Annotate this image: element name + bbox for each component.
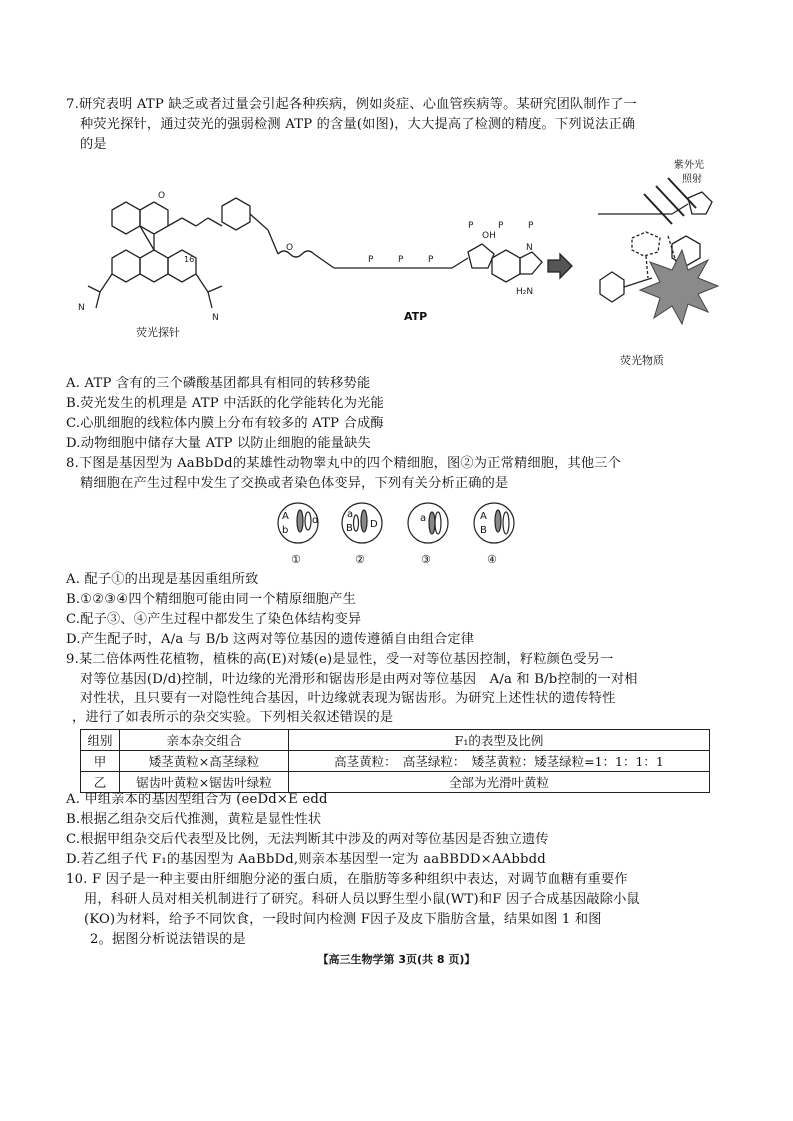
table-row (81, 751, 710, 772)
svg-text:P: P (398, 255, 404, 265)
q9-stem-line-4: ，进行了如表所示的杂交实验。下列相关叙述错误的是 (72, 710, 394, 725)
probe-label: 荧光探针 (136, 326, 180, 339)
cell-3-outline (408, 503, 448, 543)
table-cell: 全部为光滑叶黄粒 (289, 772, 710, 793)
uv-label-2: 照射 (682, 174, 702, 185)
cell-1-letter-a: A (282, 511, 289, 522)
svg-text:P: P (428, 255, 434, 265)
q9-stem-line-2: 对等位基因(D/d)控制，叶边缘的光滑形和锯齿形是由两对等位基因 A/a 和 B/b控制的一对相 (80, 672, 638, 687)
q7-option-b: B.荧光发生的机理是 ATP 中活跃的化学能转化为光能 (66, 396, 384, 411)
q7-option-d: D.动物细胞中储存大量 ATP 以防止细胞的能量缺失 (66, 436, 371, 451)
q10-stem-line-1: 10. F 因子是一种主要由肝细胞分泌的蛋白质，在脂肪等多种组织中表达，对调节血糖有重要作 (66, 872, 628, 887)
cell-2-number: ② (355, 553, 365, 566)
table-header-row (81, 730, 710, 751)
cell-4-letter-b: B (480, 525, 487, 536)
cell-4-number: ④ (487, 553, 497, 566)
q7-stem-line-1: 7.研究表明 ATP 缺乏或者过量会引起各种疾病，例如炎症、心血管疾病等。某研究团队制作了一 (66, 97, 637, 112)
q8-option-b: B.①②③④四个精细胞可能由同一个精原细胞产生 (66, 592, 356, 607)
cell-1-letter-d: d (312, 515, 319, 526)
q10-stem-line-3: (KO)为材料，给予不同饮食，一段时间内检测 F因子及皮下脂肪含量，结果如图 1 和图 (84, 912, 602, 927)
atp-label: ATP (404, 310, 428, 323)
cell-1-letter-b: b (282, 525, 289, 536)
q9-option-d: D.若乙组子代 F₁的基因型为 AaBbDd,则亲本基因型一定为 aaBBDD×AAbbdd (66, 852, 546, 867)
cell-3-letter-a: a (420, 513, 427, 524)
cross-experiment-table (80, 729, 710, 793)
sperm-cells-figure (262, 497, 532, 569)
probe-structure-drawing (88, 192, 712, 308)
cell-4-letter-a: A (480, 511, 487, 522)
q9-option-a: A. 甲组亲本的基因型组合为 (eeDd×E edd (66, 792, 328, 807)
table-cell: 乙 (81, 772, 120, 793)
q8-option-d: D.产生配子时，A/a 与 B/b 这两对等位基因的遗传遵循自由组合定律 (66, 632, 475, 647)
q9-option-c: C.根据甲组杂交后代表型及比例，无法判断其中涉及的两对等位基因是否独立遗传 (66, 832, 549, 847)
cell-1-number: ① (291, 553, 301, 566)
cell-3-number: ③ (421, 553, 431, 566)
q9-stem-line-1: 9.某二倍体两性花植物，植株的高(E)对矮(e)是显性，受一对等位基因控制，籽粒颜色受另一 (66, 652, 614, 667)
q9-option-b: B.根据乙组杂交后代推测，黄粒是显性性状 (66, 812, 322, 827)
q7-stem-line-3: 的是 (80, 137, 107, 152)
q9-stem-line-3: 对性状，且只要有一对隐性纯合基因，叶边缘就表现为锯齿形。为研究上述性状的遗传特性 (80, 691, 616, 706)
table-cell: 锯齿叶黄粒×锯齿叶绿粒 (120, 772, 289, 793)
svg-text:OH: OH (482, 231, 496, 241)
svg-text:P: P (528, 221, 534, 231)
svg-text:P: P (368, 255, 374, 265)
uv-label-1: 紫外光 (674, 160, 704, 171)
fluorescence-glow-icon (640, 250, 718, 324)
probe-subscript-n: 16 (184, 255, 195, 264)
table-cell: 矮茎黄粒×高茎绿粒 (120, 751, 289, 772)
q8-option-a: A. 配子①的出现是基因重组所致 (66, 572, 259, 587)
cell-2-letter-b: B (346, 523, 353, 534)
svg-text:H₂N: H₂N (516, 287, 534, 297)
q8-option-c: C.配子③、④产生过程中都发生了染色体结构变异 (66, 612, 362, 627)
svg-text:N: N (212, 313, 219, 323)
product-label: 荧光物质 (620, 354, 664, 367)
table-header-f1: F₁的表型及比例 (289, 730, 710, 751)
svg-text:N: N (526, 243, 533, 253)
svg-text:O: O (158, 191, 166, 201)
svg-text:P: P (468, 221, 474, 231)
q10-stem-line-2: 用，科研人员对相关机制进行了研究。科研人员以野生型小鼠(WT)和F 因子合成基因敲除小鼠 (84, 892, 640, 907)
table-cell: 甲 (81, 751, 120, 772)
q8-stem-line-1: 8.下图是基因型为 AaBbDd的某雄性动物睾丸中的四个精细胞，图②为正常精细胞，其他三个 (66, 456, 622, 471)
svg-text:N: N (78, 303, 85, 313)
page-footer: 【高三生物学第 3页(共 8 页)】 (317, 953, 476, 966)
cell-2-letter-d: D (370, 519, 378, 530)
q7-option-c: C.心肌细胞的线粒体内膜上分布有较多的 ATP 合成酶 (66, 416, 384, 431)
q7-option-a: A. ATP 含有的三个磷酸基团都具有相同的转移势能 (66, 376, 371, 391)
q7-stem-line-2: 种荧光探针，通过荧光的强弱检测 ATP 的含量(如图)，大大提高了检测的精度。下列说法正确 (80, 117, 636, 132)
q8-stem-line-2: 精细胞在产生过程中发生了交换或者染色体变异，下列有关分析正确的是 (80, 476, 509, 491)
cell-4-outline (474, 503, 514, 543)
cell-2-letter-a: a (347, 509, 354, 520)
table-header-group: 组别 (81, 730, 120, 751)
atp-fluorescent-probe-figure (72, 158, 722, 373)
table-header-parents: 亲本杂交组合 (120, 730, 289, 751)
q10-stem-line-4: 2。据图分析说法错误的是 (90, 932, 246, 947)
svg-text:P: P (498, 221, 504, 231)
table-cell: 高茎黄粒： 高茎绿粒： 矮茎黄粒：矮茎绿粒=1：1：1：1 (289, 751, 710, 772)
svg-text:O: O (286, 243, 294, 253)
